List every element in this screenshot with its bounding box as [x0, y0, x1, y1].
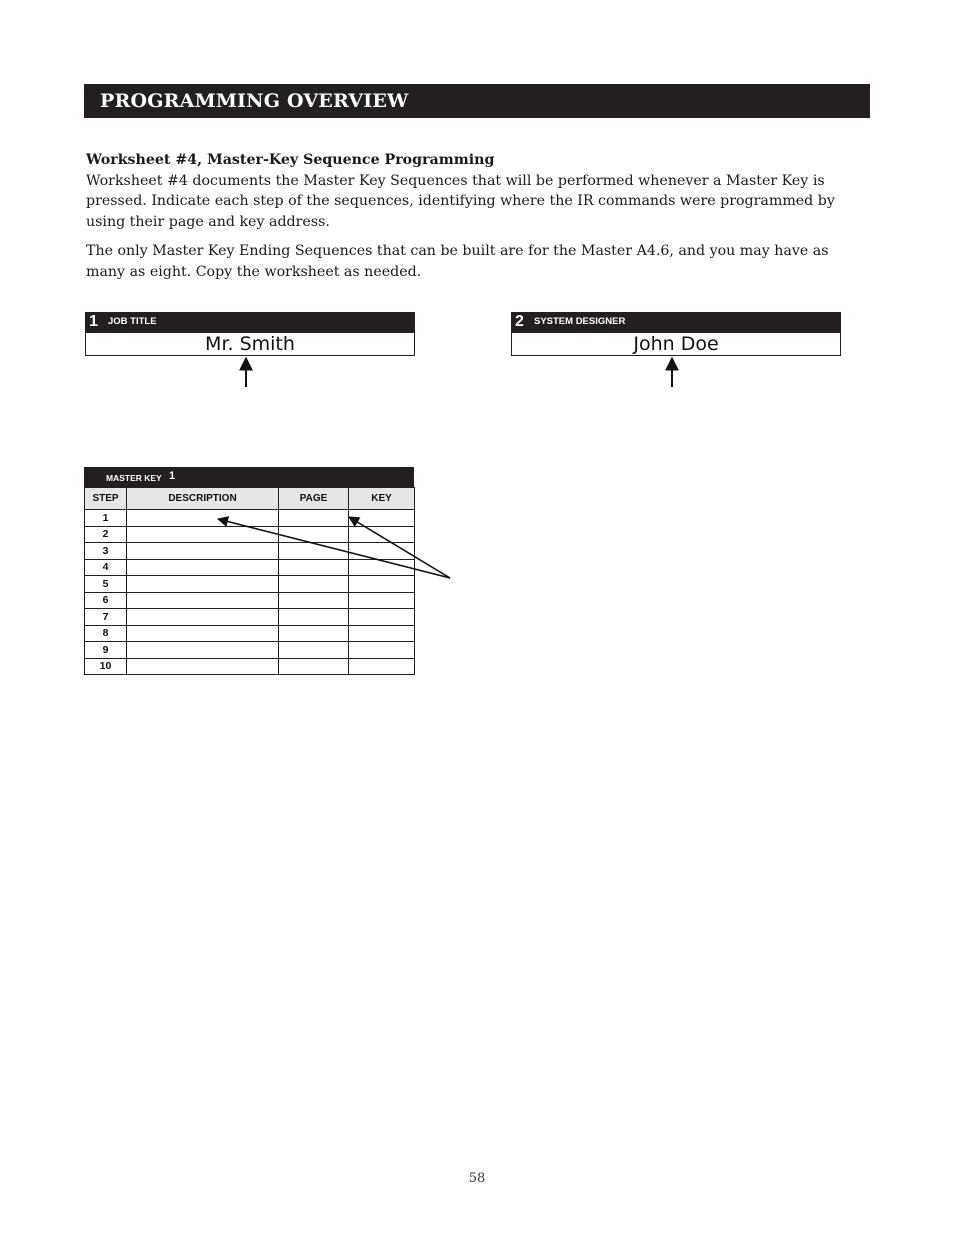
step-number: 9: [85, 642, 127, 659]
step-number: 8: [85, 625, 127, 642]
description-callout-arrow: [218, 519, 450, 578]
system-designer-label: SYSTEM DESIGNER: [534, 316, 626, 327]
page-title: PROGRAMMING OVERVIEW: [100, 90, 409, 112]
column-description: DESCRIPTION: [127, 488, 279, 510]
worksheet-heading: Worksheet #4, Master-Key Sequence Programming: [86, 152, 495, 168]
key-callout-arrow: [349, 517, 450, 578]
master-key-label: MASTER KEY: [106, 473, 162, 483]
step-number: 2: [85, 526, 127, 543]
step-number: 3: [85, 543, 127, 560]
page-number: 58: [468, 1171, 486, 1186]
intro-paragraph-2: The only Master Key Ending Sequences that can be built are for the Master A4.6, and you may have as many as eight. Copy the worksheet as needed.: [86, 243, 829, 280]
column-key: KEY: [349, 488, 415, 510]
step-number: 6: [85, 592, 127, 609]
job-title-label: JOB TITLE: [108, 316, 157, 327]
column-page: PAGE: [279, 488, 349, 510]
job-title-number: 1: [89, 313, 98, 330]
system-designer-value[interactable]: John Doe: [511, 332, 841, 356]
intro-paragraph-1: Worksheet #4 documents the Master Key Sequences that will be performed whenever a Master Key is pressed. Indicate each step of the sequences, identifying where the IR commands were programmed by using their page and key address.: [86, 172, 835, 230]
master-key-number: 1: [169, 470, 176, 482]
column-step: STEP: [85, 488, 127, 510]
job-title-value[interactable]: Mr. Smith: [85, 332, 415, 356]
step-number: 5: [85, 576, 127, 593]
step-number: 10: [85, 658, 127, 675]
step-number: 1: [85, 510, 127, 527]
system-designer-number: 2: [515, 313, 524, 330]
step-number: 7: [85, 609, 127, 626]
step-number: 4: [85, 559, 127, 576]
